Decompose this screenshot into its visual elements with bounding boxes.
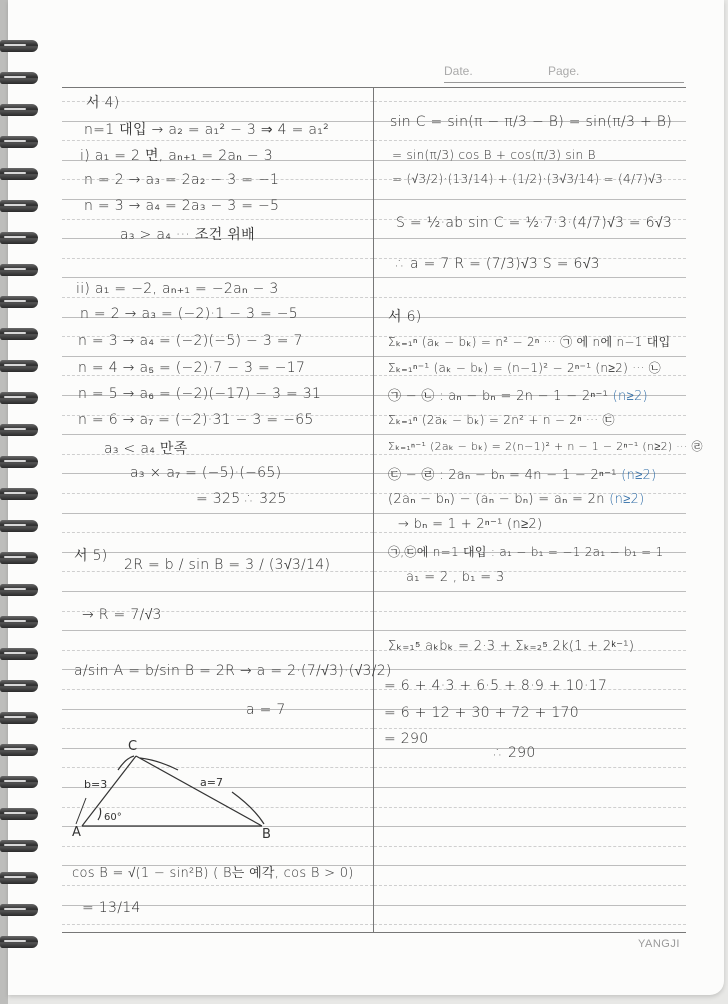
- ruled-line: [62, 650, 373, 651]
- spiral-ring: [0, 136, 38, 148]
- ruled-line: [374, 591, 686, 592]
- math-line: [388, 385, 648, 404]
- ruled-line: [374, 199, 686, 200]
- spiral-binding: [0, 0, 40, 1004]
- spiral-ring: [0, 456, 38, 468]
- ruled-line: [62, 258, 373, 259]
- math-line: cos B = √(1 − sin²B) ( B는 예각, cos B > 0): [72, 866, 354, 881]
- math-line: Σₖ₌₁ⁿ⁻¹ (aₖ − bₖ) = (n−1)² − 2ⁿ⁻¹ (n≥2) ··· ㉡: [388, 361, 661, 375]
- ruled-line: [62, 728, 373, 729]
- footer-rule: [62, 932, 686, 933]
- vertex-c-label: C: [128, 739, 138, 754]
- page-label: Page.: [548, 64, 580, 78]
- spiral-ring: [0, 104, 38, 116]
- math-line: = 6 + 4·3 + 6·5 + 8·9 + 10·17: [384, 678, 608, 694]
- spiral-ring: [0, 40, 38, 52]
- side-b-label: b=3: [84, 778, 108, 791]
- ruled-line: [62, 140, 373, 141]
- ruled-line: [374, 513, 686, 514]
- spiral-ring: [0, 296, 38, 308]
- math-line: → R = 7/√3: [82, 607, 162, 623]
- math-line: = 6 + 12 + 30 + 72 + 170: [384, 705, 579, 721]
- spiral-ring: [0, 72, 38, 84]
- spiral-ring: [0, 584, 38, 596]
- ruled-line: [374, 532, 686, 533]
- ruled-line: [62, 219, 373, 220]
- spiral-ring: [0, 232, 38, 244]
- ruled-line: [374, 630, 686, 631]
- spiral-ring: [0, 776, 38, 788]
- math-line: n = 2 → a₃ = 2a₂ − 3 = −1: [84, 172, 280, 188]
- spiral-ring: [0, 840, 38, 852]
- ruled-line: [62, 552, 373, 553]
- problem-5-title: 서 5): [74, 548, 108, 564]
- math-line: Σₖ₌₁ⁿ⁻¹ (2aₖ − bₖ) = 2(n−1)² + n − 1 − 2ⁿ⁻¹ (n≥2) ··· ㉣: [388, 440, 703, 453]
- math-line: ㉠,㉢에 n=1 대입 : a₁ − b₁ = −1 2a₁ − b₁ = 1: [388, 545, 664, 559]
- brand-logo: YANGJI: [638, 938, 680, 950]
- math-line: 2R = b / sin B = 3 / (3√3/14): [124, 557, 331, 573]
- math-line: a₃ < a₄ 만족: [104, 441, 188, 457]
- math-line: a₁ = 2 , b₁ = 3: [406, 570, 505, 585]
- ruled-line: [62, 630, 373, 631]
- math-line: S = ½·ab sin C = ½·7·3·(4/7)√3 = 6√3: [396, 215, 673, 231]
- spiral-ring: [0, 392, 38, 404]
- ruled-line: [374, 924, 686, 925]
- math-line: sin C = sin(π − π/3 − B) = sin(π/3 + B): [390, 114, 672, 130]
- ruled-line: [374, 454, 686, 455]
- math-line: a = 7: [246, 702, 286, 718]
- ruled-line: [374, 277, 686, 278]
- math-line: i) a₁ = 2 면, aₙ₊₁ = 2aₙ − 3: [80, 148, 273, 164]
- ruled-line: [374, 356, 686, 357]
- equation-text: (2aₙ − bₙ) − (aₙ − bₙ) = aₙ = 2n: [388, 492, 605, 507]
- ruled-line: [62, 513, 373, 514]
- condition-note: (n≥2): [621, 468, 657, 483]
- spiral-ring: [0, 552, 38, 564]
- ruled-line: [62, 709, 373, 710]
- equation-text: ㉢ − ㉣ : 2aₙ − bₙ = 4n − 1 − 2ⁿ⁻¹: [388, 468, 617, 483]
- ruled-line: [374, 767, 686, 768]
- spiral-ring: [0, 680, 38, 692]
- math-line: ii) a₁ = −2, aₙ₊₁ = −2aₙ − 3: [76, 281, 279, 297]
- ruled-line: [374, 297, 686, 298]
- ruled-line: [374, 140, 686, 141]
- condition-note: (n≥2): [609, 492, 645, 507]
- math-line: n=1 대입 → a₂ = a₁² − 3 ⇒ 4 = a₁²: [84, 122, 330, 138]
- ruled-line: [374, 101, 686, 102]
- spiral-ring: [0, 744, 38, 756]
- problem-4-title: 서 4): [86, 95, 120, 111]
- math-line: = 290: [384, 731, 429, 747]
- side-a-line: [136, 756, 262, 826]
- problem-6-title: 서 6): [388, 309, 422, 325]
- spiral-ring: [0, 328, 38, 340]
- spiral-ring: [0, 520, 38, 532]
- spiral-ring: [0, 808, 38, 820]
- triangle-diagram: [62, 730, 374, 840]
- spiral-ring: [0, 424, 38, 436]
- ruled-line: [374, 434, 686, 435]
- equation-text: ㉠ − ㉡ : aₙ − bₙ = 2n − 1 − 2ⁿ⁻¹: [388, 389, 609, 404]
- spiral-ring: [0, 264, 38, 276]
- math-line: → bₙ = 1 + 2ⁿ⁻¹ (n≥2): [398, 517, 543, 532]
- header-rule: [62, 87, 686, 88]
- spiral-ring: [0, 616, 38, 628]
- math-line: n = 5 → a₆ = (−2)(−17) − 3 = 31: [78, 386, 322, 402]
- math-line: n = 2 → a₃ = (−2)·1 − 3 = −5: [80, 306, 298, 322]
- angle-a-arc: [98, 808, 101, 820]
- math-line: Σₖ₌₁⁵ aₖbₖ = 2·3 + Σₖ₌₂⁵ 2k(1 + 2ᵏ⁻¹): [388, 639, 635, 654]
- math-line: n = 3 → a₄ = (−2)(−5) − 3 = 7: [78, 333, 303, 349]
- ruled-line: [374, 846, 686, 847]
- ruled-line: [62, 297, 373, 298]
- math-line: a₃ × a₇ = (−5)·(−65): [130, 465, 282, 481]
- spiral-ring: [0, 648, 38, 660]
- ruled-line: [374, 728, 686, 729]
- ruled-line: [62, 689, 373, 690]
- math-line: n = 4 → a₅ = (−2)·7 − 3 = −17: [78, 360, 306, 376]
- math-line: n = 6 → a₇ = (−2)·31 − 3 = −65: [78, 412, 314, 428]
- ruled-line: [62, 924, 373, 925]
- ruled-line: [62, 277, 373, 278]
- math-line: a₃ > a₄ ··· 조건 위배: [120, 227, 255, 243]
- ruled-line: [374, 611, 686, 612]
- math-line: n = 3 → a₄ = 2a₃ − 3 = −5: [84, 198, 280, 214]
- ruled-line: [374, 905, 686, 906]
- math-line: Σₖ₌₁ⁿ (aₖ − bₖ) = n² − 2ⁿ ··· ㉠ 에 n에 n−1 대입: [388, 335, 671, 349]
- spiral-ring: [0, 712, 38, 724]
- answer-line: = 325 ∴ 325: [196, 491, 287, 507]
- ruled-line: [374, 826, 686, 827]
- answer-line: ∴ 290: [494, 745, 536, 761]
- condition-note: (n≥2): [612, 389, 648, 404]
- math-line: = (√3/2)·(13/14) + (1/2)·(3√3/14) = (4/7)√3: [392, 172, 664, 186]
- spiral-ring: [0, 904, 38, 916]
- ruled-line: [374, 787, 686, 788]
- spiral-ring: [0, 872, 38, 884]
- ruled-line: [62, 846, 373, 847]
- ruled-line: [62, 885, 373, 886]
- math-line: a/sin A = b/sin B = 2R → a = 2·(7/√3)·(√3/2): [74, 663, 392, 679]
- angle-a-label: 60°: [104, 812, 122, 823]
- answer-line: ∴ a = 7 R = (7/3)√3 S = 6√3: [396, 256, 600, 272]
- date-label: Date.: [444, 64, 473, 78]
- page-header: [444, 64, 684, 83]
- spiral-ring: [0, 936, 38, 948]
- ruled-line: [374, 669, 686, 670]
- ruled-line: [62, 434, 373, 435]
- ruled-line: [374, 807, 686, 808]
- spiral-ring: [0, 360, 38, 372]
- ruled-line: [62, 591, 373, 592]
- spiral-ring: [0, 168, 38, 180]
- spiral-ring: [0, 488, 38, 500]
- ruled-line: [374, 865, 686, 866]
- side-a-label: a=7: [200, 776, 223, 789]
- ruled-line: [374, 885, 686, 886]
- vertex-a-label: A: [72, 825, 81, 840]
- ruled-line: [62, 532, 373, 533]
- math-line: [388, 491, 645, 507]
- ruled-line: [62, 356, 373, 357]
- math-line: = 13/14: [82, 900, 141, 916]
- math-line: Σₖ₌₁ⁿ (2aₖ − bₖ) = 2n² + n − 2ⁿ ··· ㉢: [388, 413, 615, 427]
- math-line: [388, 464, 656, 483]
- vertex-b-label: B: [262, 827, 271, 840]
- math-line: = sin(π/3) cos B + cos(π/3) sin B: [392, 148, 596, 162]
- ruled-line: [374, 238, 686, 239]
- spiral-ring: [0, 200, 38, 212]
